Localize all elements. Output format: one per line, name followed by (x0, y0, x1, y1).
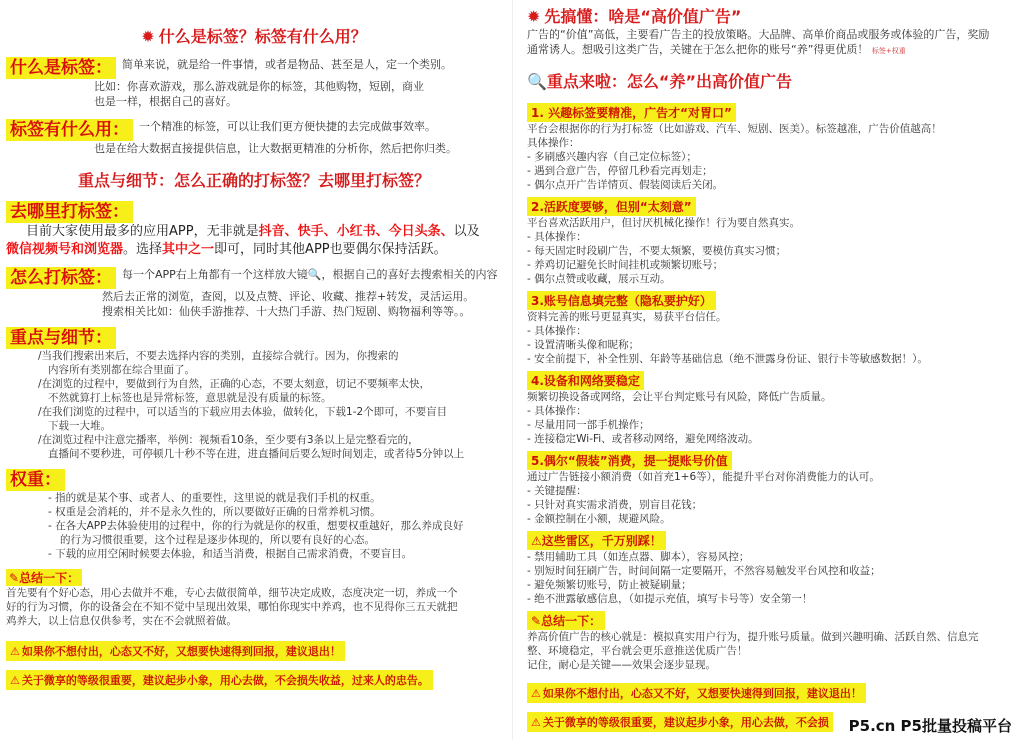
section-5: 5.偶尔“假装”消费，提一提账号价值 通过广告链接小额消费（如首充1+6等），能提升平台对你消费能力的认可。 - 关键提醒： - 只针对真实需求消费，别盲目花钱； - 金额控制在小额，规避风险。 (527, 450, 1016, 526)
use-label-row (6, 119, 502, 141)
right-warning-2: ⚠ 关于微享的等级很重要，建议起步小象，用心去做，不会损 (527, 712, 833, 732)
where-label: 去哪里打标签： (6, 201, 133, 223)
section-1: 1. 兴趣标签要精准，广告才“对胃口” 平台会根据你的行为打标签（比如游戏、汽车、短剧、医美）。标签越准，广告价值越高！ 具体操作： - 多刷感兴趣内容（自己定位标签）； - 遇到合意广告，停留几秒看完再划走； - 偶尔点开广告详情页、假装阅读后关闭。 (527, 102, 1016, 192)
weight-line-3: - 在各大APP去体验使用的过程中，你的行为就是你的权重，想要权重越好，那么养成良好 (48, 520, 464, 532)
what-is-label-row (6, 57, 502, 79)
use-label: 标签有什么用： (6, 119, 133, 141)
section-5-title: 5.偶尔“假装”消费，提一提账号价值 (527, 451, 732, 470)
section-2-title: 2.活跃度要够，但别“太刻意” (527, 197, 696, 216)
watermark: P5.cn P5批量投稿平台 (848, 717, 1012, 735)
left-warning-2: ⚠ 关于微享的等级很重要，建议起步小象，用心去做，不会损失收益，过来人的忠告。 (6, 670, 433, 690)
flower-icon: ✹ (141, 27, 155, 46)
summary-label: ✎总结一下： (6, 569, 82, 586)
weight-line-4: 的行为习惯很重要，这个过程是逐步体现的，所以要有良好的心态。 (60, 534, 375, 546)
detail-line-1: /当我们搜索出来后，不要去选择内容的类别，直接综合就行。因为，你搜索的 (38, 350, 399, 362)
what-desc-1: 简单来说，就是给一件事情，或者是物品、甚至是人，定一个类别。 (122, 58, 452, 71)
detail-line-2: 内容所有类别都在综合里面了。 (48, 364, 195, 376)
flower-icon: ✹ (527, 7, 541, 26)
thumbs-up-icon: ✎ (9, 571, 20, 585)
where-text: 目前大家使用最多的应用APP，无非就是抖音、快手、小红书、今日头条、以及 (26, 224, 480, 239)
where-text-2: 微信视频号和浏览器。选择其中之一即可，同时其他APP也要偶尔保持活跃。 (6, 242, 447, 257)
section-3-title: 3.账号信息填完整（隐私要护好） (527, 291, 716, 310)
how-label-row (6, 267, 502, 289)
weight-line-5: - 下载的应用空闲时候要去体验，和适当消费，根据自己需求消费，不要盲目。 (48, 548, 413, 560)
right-intro-1: 广告的“价值”高低，主要看广告主的投放策略。大品牌、高单价商品或服务或体验的广告，奖励 (527, 28, 990, 41)
left-title-1: ✹ 什么是标签？标签有什么用？ (141, 27, 367, 46)
warning-icon: ⚠ (531, 716, 541, 729)
detail-label: 重点与细节： (6, 327, 116, 349)
right-column (512, 0, 1024, 740)
detail-line-7: /在浏览过程中注意完播率，举例：视频看10条，至少要有3条以上是完整看完的， (38, 434, 419, 446)
use-desc-2: 也是在给大数据直接提供信息，让大数据更精准的分析你，然后把你归类。 (94, 142, 457, 155)
mine-section: ⚠这些雷区，千万别踩！ - 禁用辅助工具（如连点器、脚本），容易风控； - 别短时间狂刷广告，时间间隔一定要隔开，不然容易触发平台风控和收益； - 避免频繁切账号，防止被疑刷量； - 绝不泄露敏感信息，（如提示充值，填写卡号等）安全第一！ (527, 530, 1016, 606)
left-warning-1: ⚠ 如果你不想付出，心态又不好，又想要快速得到回报，建议退出！ (6, 641, 345, 661)
how-line-1: 每一个APP右上角都有一个这样放大镜🔍，根据自己的喜好去搜索相关的内容 (122, 268, 498, 281)
section-3: 3.账号信息填完整（隐私要护好） 资料完善的账号更显真实，易获平台信任。 - 具体操作： - 设置清晰头像和昵称； - 安全前提下，补全性别、年龄等基础信息（绝不泄露身份证、银行卡等敏感数据！）。 (527, 290, 1016, 366)
detail-line-5: /在我们浏览的过程中，可以适当的下载应用去体验，做转化，下载1-2个即可，不要盲目 (38, 406, 448, 418)
right-warning-1: ⚠ 如果你不想付出，心态又不好，又想要快速得到回报，建议退出！ (527, 683, 866, 703)
section-1-title: 1. 兴趣标签要精准，广告才“对胃口” (527, 103, 736, 122)
thumbs-up-icon: ✎ (531, 614, 542, 628)
mine-title: ⚠这些雷区，千万别踩！ (527, 531, 666, 550)
warning-icon: ⚠ (10, 645, 20, 658)
section-4-title: 4.设备和网络要稳定 (527, 371, 644, 390)
section-4: 4.设备和网络要稳定 频繁切换设备或网络，会让平台判定账号有风险，降低广告质量。 - 具体操作： - 尽量用同一部手机操作； - 连接稳定Wi-Fi、或者移动网络，避免网络波动。 (527, 370, 1016, 446)
how-line-3: 搜索相关比如：仙侠手游推荐、十大热门手游、热门短剧、购物福利等等。。 (102, 305, 471, 318)
detail-line-6: 下载一大堆。 (48, 420, 111, 432)
use-desc-1: 一个精准的标签，可以让我们更方便快捷的去完成做事效率。 (139, 120, 436, 133)
summary-line-1: 首先要有个好心态，用心去做并不难，专心去做很简单，细节决定成败，态度决定一切，养成一个 (6, 587, 458, 599)
what-desc-3: 也是一样，根据自己的喜好。 (94, 95, 237, 108)
summary-line-3: 鸡养大，以上信息仅供参考，实在不会就照着做。 (6, 615, 237, 627)
left-title-2: 重点与细节：怎么正确的打标签？去哪里打标签？ (77, 171, 430, 190)
warning-icon: ⚠ (10, 674, 20, 687)
right-intro-2: 通常诱人。想吸引这类广告，关键在于怎么把你的账号“养”得更优质！ 标签+权重 (527, 43, 906, 56)
summary-line-2: 好的行为习惯，你的设备会在不知不觉中呈现出效果，哪怕你现实中养鸡，也不见得你三五天就把 (6, 601, 458, 613)
right-head-2: 🔍重点来啦：怎么“养”出高价值广告 (527, 72, 792, 91)
weight-line-1: - 指的就是某个事、或者人、的重要性，这里说的就是我们手机的权重。 (48, 492, 381, 504)
how-line-2: 然后去正常的浏览，查阅，以及点赞、评论、收藏、推荐+转发，灵活运用。 (102, 290, 475, 303)
weight-line-2: - 权重是会消耗的，并不是永久性的，所以要做好正确的日常养机习惯。 (48, 506, 381, 518)
summary-section: ✎总结一下： 养高价值广告的核心就是：模拟真实用户行为，提升账号质量。做到兴趣明确、活跃自然、信息完 整、环境稳定，平台就会更乐意推送优质广告！ 记住，耐心是关键——效果会逐步显现。 (527, 610, 1016, 672)
detail-line-3: /在浏览的过程中，要做到行为自然，正确的心态，不要太刻意，切记不要频率太快， (38, 378, 431, 390)
what-label: 什么是标签： (6, 57, 116, 79)
how-label: 怎么打标签： (6, 267, 116, 289)
detail-line-4: 不然就算打上标签也是异常标签，意思就是没有质量的标签。 (48, 392, 332, 404)
section-2: 2.活跃度要够，但别“太刻意” 平台喜欢活跃用户，但讨厌机械化操作！行为要自然真实。 - 具体操作： - 每天固定时段刷广告，不要太频繁，要模仿真实习惯； - 养鸡切记避免长时间挂机或频繁切账号； - 偶尔点赞或收藏，展示互动。 (527, 196, 1016, 286)
warning-icon: ⚠ (531, 687, 541, 700)
search-icon: 🔍 (527, 72, 547, 91)
detail-line-8: 直播间不要秒进，可停顿几十秒不等在进，进直播间后要么短时间划走，或者待5分钟以上 (48, 448, 465, 460)
weight-label: 权重： (6, 469, 65, 491)
right-summary-title: ✎总结一下： (527, 611, 605, 630)
warning-icon: ⚠ (531, 534, 542, 548)
what-desc-2: 比如：你喜欢游戏，那么游戏就是你的标签，其他购物，短剧，商业 (94, 80, 424, 93)
right-head-1: ✹ 先搞懂：啥是“高价值广告” (527, 7, 742, 26)
